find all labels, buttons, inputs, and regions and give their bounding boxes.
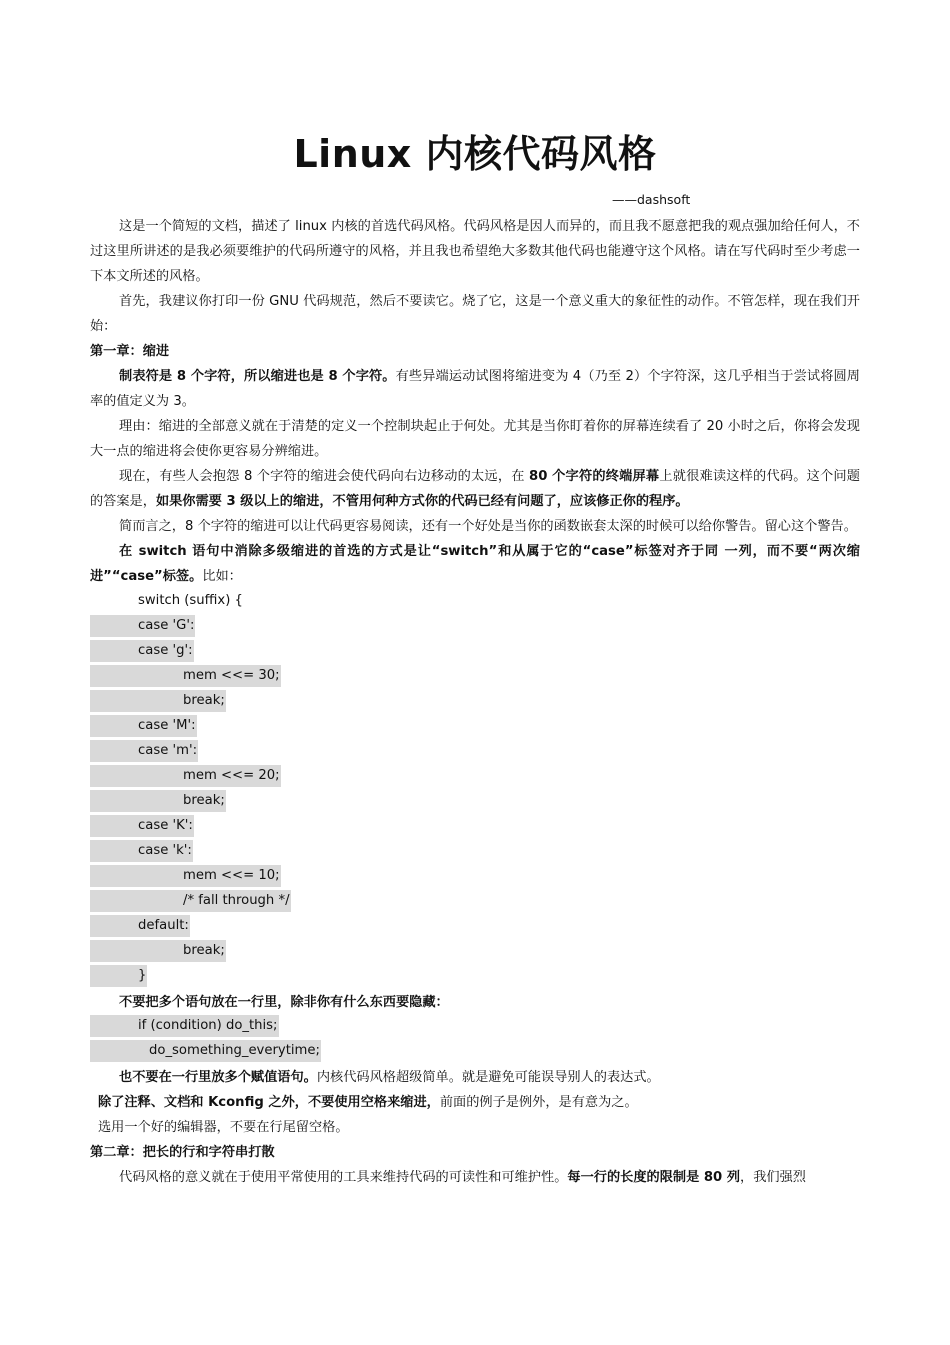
- code-line: mem <<= 30;: [90, 665, 281, 687]
- emphasis-no-spaces: 除了注释、文档和 Kconfig 之外，不要使用空格来缩进，: [98, 1095, 440, 1110]
- paragraph-assignment: [90, 1065, 860, 1090]
- text-no-spaces-rest: 前面的例子是例外，是有意为之。: [439, 1095, 638, 1110]
- text-switch-example: 比如：: [202, 569, 242, 584]
- code-line: mem <<= 10;: [90, 865, 281, 887]
- code-line: do_something_everytime;: [90, 1040, 321, 1062]
- code-line: break;: [90, 790, 226, 812]
- code-line: break;: [90, 940, 226, 962]
- text-assignment-rest: 内核代码风格超级简单。就是避免可能误导别人的表达式。: [316, 1070, 660, 1085]
- emphasis-80-column-limit: 每一行的长度的限制是 80 列: [567, 1170, 741, 1185]
- code-line: }: [90, 965, 147, 987]
- paragraph-one-statement: [90, 990, 860, 1015]
- code-line: case 'G':: [90, 615, 195, 637]
- code-line: case 'm':: [90, 740, 198, 762]
- code-line: mem <<= 20;: [90, 765, 281, 787]
- paragraph-editor: 选用一个好的编辑器，不要在行尾留空格。: [98, 1120, 349, 1135]
- paragraph-line-length: [90, 1165, 860, 1190]
- code-line: break;: [90, 690, 226, 712]
- code-condition-example: [90, 1015, 860, 1062]
- code-line: if (condition) do_this;: [90, 1015, 279, 1037]
- paragraph-switch: [90, 539, 860, 589]
- code-line: case 'g':: [90, 640, 194, 662]
- chapter-1-heading: 第一章：缩进: [90, 344, 170, 359]
- code-line: /* fall through */: [90, 890, 291, 912]
- text-tab-width-rest: 有些异端运动试图将缩进变为 4（乃至 2）个字符深，这几乎相当于尝试将圆周率的值定义为 3。: [90, 369, 860, 409]
- chapter-2-heading: 第二章：把长的行和字符串打散: [90, 1145, 275, 1160]
- code-switch-example: [90, 590, 860, 987]
- code-line: case 'k':: [90, 840, 193, 862]
- paragraph-gnu: 首先，我建议你打印一份 GNU 代码规范，然后不要读它。烧了它，这是一个意义重大的象征性的动作。不管怎样，现在我们开始：: [90, 294, 860, 334]
- emphasis-switch-rule: 在 switch 语句中消除多级缩进的首选的方式是让“switch”和从属于它的“case”标签对齐于同 一列，而不要“两次缩进”“case”标签。: [90, 544, 860, 584]
- paragraph-tab-width: [90, 364, 860, 414]
- paragraph-no-spaces: [98, 1090, 860, 1115]
- emphasis-one-statement: 不要把多个语句放在一行里，除非你有什么东西要隐藏：: [119, 995, 449, 1010]
- document-body: [90, 214, 860, 1190]
- document-author: ——dashsoft: [612, 192, 691, 207]
- text-line-length-c: ，我们强烈: [740, 1170, 806, 1185]
- code-line: case 'K':: [90, 815, 194, 837]
- paragraph-intro: 这是一个简短的文档，描述了 linux 内核的首选代码风格。代码风格是因人而异的，而且我不愿意把我的观点强加给任何人，不过这里所讲述的是我必须要维护的代码所遵守的风格，并且我也希望绝大多数其他代码也能遵守这个风格。请在写代码时至少考虑一下本文所述的风格。: [90, 219, 860, 284]
- text-line-length-a: 代码风格的意义就在于使用平常使用的工具来维持代码的可读性和可维护性。: [119, 1170, 568, 1185]
- emphasis-assignment: 也不要在一行里放多个赋值语句。: [119, 1070, 317, 1085]
- code-line: default:: [90, 915, 190, 937]
- paragraph-reason: 理由：缩进的全部意义就在于清楚的定义一个控制块起止于何处。尤其是当你盯着你的屏幕连续看了 20 小时之后，你将会发现大一点的缩进将会使你更容易分辨缩进。: [90, 419, 860, 459]
- emphasis-fix-program: 如果你需要 3 级以上的缩进，不管用何种方式你的代码已经有问题了，应该修正你的程序。: [155, 494, 689, 509]
- text-complaint-c: 上就很难读这样的代码。这个问题的答案是，: [90, 469, 860, 509]
- emphasis-tab-width: 制表符是 8 个字符，所以缩进也是 8 个字符。: [119, 369, 396, 384]
- text-complaint-a: 现在，有些人会抱怨 8 个字符的缩进会使代码向右边移动的太远，在: [119, 469, 530, 484]
- paragraph-complaint: [90, 464, 860, 514]
- document-title: Linux 内核代码风格: [293, 132, 657, 176]
- paragraph-summary: 简而言之，8 个字符的缩进可以让代码更容易阅读，还有一个好处是当你的函数嵌套太深的时候可以给你警告。留心这个警告。: [119, 519, 857, 534]
- code-line: switch (suffix) {: [138, 593, 243, 608]
- emphasis-80-columns: 80 个字符的终端屏幕: [529, 469, 660, 484]
- code-line: case 'M':: [90, 715, 197, 737]
